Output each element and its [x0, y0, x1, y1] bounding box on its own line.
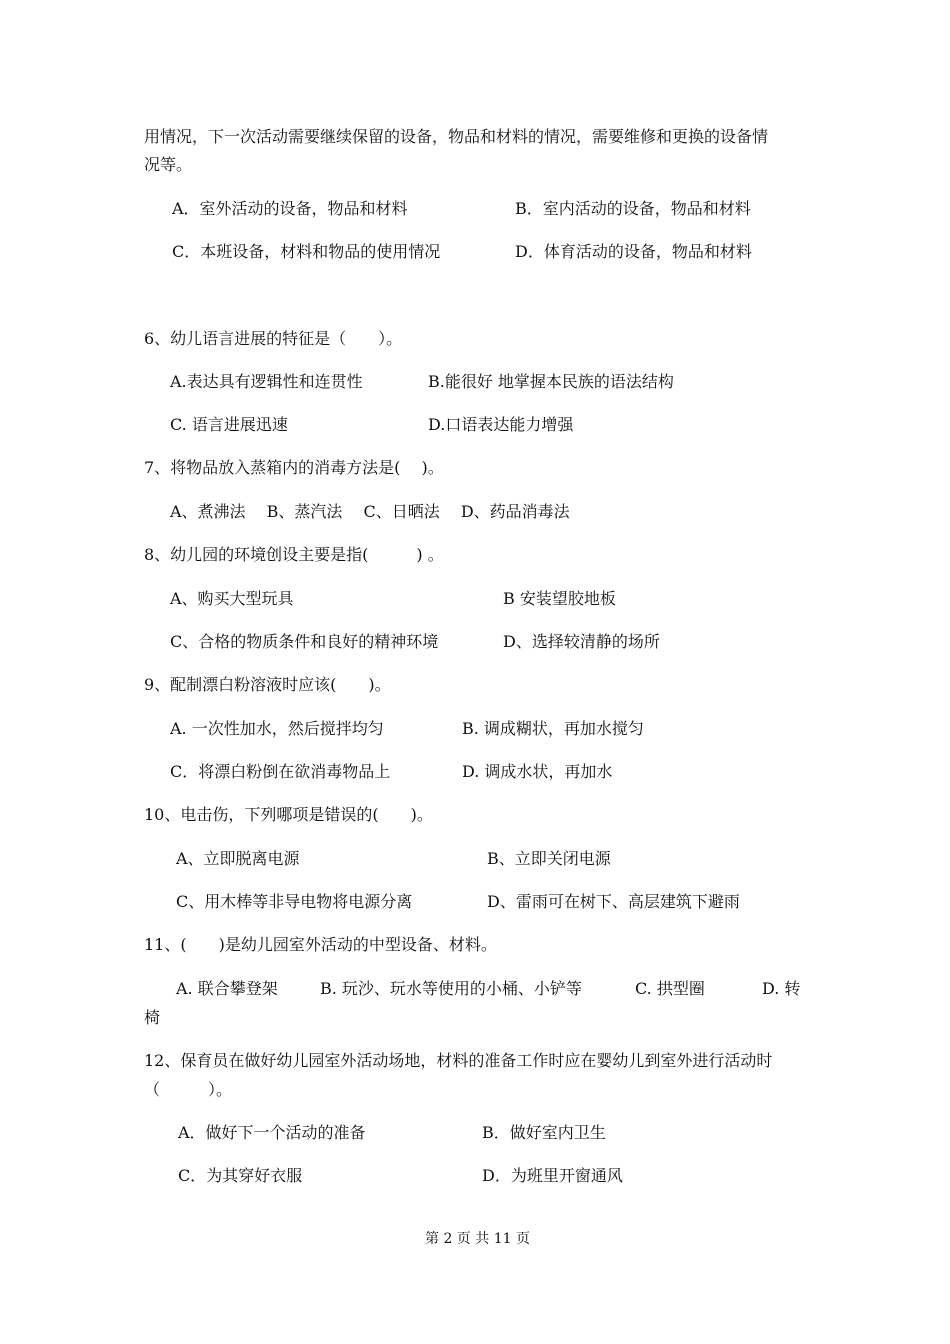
question-8-option-b: B 安装望胶地板: [503, 589, 616, 608]
question-12-option-d: D．为班里开窗通风: [482, 1166, 623, 1185]
question-12-stem-continued: （ ）。: [144, 1080, 233, 1099]
question-10-stem: 10、电击伤，下列哪项是错误的( )。: [144, 805, 433, 824]
question-12-option-a: A．做好下一个活动的准备: [178, 1123, 366, 1142]
question-9-option-d: D. 调成水状，再加水: [462, 762, 613, 781]
question-8-option-a: A、购买大型玩具: [170, 589, 294, 608]
question-6-option-d: D.口语表达能力增强: [428, 415, 574, 434]
question-10-option-b: B、立即关闭电源: [487, 849, 611, 868]
question-10-option-a: A、立即脱离电源: [176, 849, 300, 868]
question-8-option-c: C、合格的物质条件和良好的精神环境: [170, 632, 439, 651]
question-11-stem: 11、( )是幼儿园室外活动的中型设备、材料。: [144, 935, 497, 954]
page-number: 第 2 页 共 11 页: [425, 1231, 530, 1247]
question-12-stem: 12、保育员在做好幼儿园室外活动场地，材料的准备工作时应在婴幼儿到室外进行活动时: [144, 1051, 773, 1070]
question-6-option-a: A.表达具有逻辑性和连贯性: [170, 372, 363, 391]
question-11-option-b: B. 玩沙、玩水等使用的小桶、小铲等: [320, 979, 582, 998]
question-6-stem: 6、幼儿语言进展的特征是（ ）。: [144, 329, 403, 348]
intro-option-a: A．室外活动的设备，物品和材料: [172, 199, 408, 218]
intro-option-c: C．本班设备，材料和物品的使用情况: [172, 242, 441, 261]
question-6-option-c: C. 语言进展迅速: [170, 415, 288, 434]
question-11-option-c: C. 拱型圈: [635, 979, 705, 998]
question-9-option-b: B. 调成糊状，再加水搅匀: [462, 719, 644, 738]
question-9-option-c: C．将漂白粉倒在欲消毒物品上: [170, 762, 391, 781]
intro-line-2: 况等。: [144, 155, 193, 174]
question-8-option-d: D、选择较清静的场所: [503, 632, 660, 651]
question-7-stem: 7、将物品放入蒸箱内的消毒方法是( )。: [144, 458, 444, 477]
question-8-stem: 8、幼儿园的环境创设主要是指( ) 。: [144, 545, 444, 564]
intro-line-1: 用情况，下一次活动需要继续保留的设备，物品和材料的情况，需要维修和更换的设备情: [144, 127, 769, 146]
intro-option-b: B．室内活动的设备，物品和材料: [515, 199, 751, 218]
question-9-stem: 9、配制漂白粉溶液时应该( )。: [144, 675, 391, 694]
question-9-option-a: A. 一次性加水，然后搅拌均匀: [170, 719, 384, 738]
question-12-option-c: C．为其穿好衣服: [178, 1166, 303, 1185]
question-11-option-d-continued: 椅: [144, 1008, 161, 1027]
question-7-options: A、煮沸法 B、蒸汽法 C、日晒法 D、药品消毒法: [170, 502, 570, 521]
question-10-option-c: C、用木棒等非导电物将电源分离: [176, 892, 413, 911]
intro-option-d: D．体育活动的设备，物品和材料: [515, 242, 752, 261]
question-6-option-b: B.能很好 地掌握本民族的语法结构: [428, 372, 674, 391]
question-11-option-d: D. 转: [762, 979, 801, 998]
question-10-option-d: D、雷雨可在树下、高层建筑下避雨: [487, 892, 740, 911]
question-11-option-a: A. 联合攀登架: [176, 979, 278, 998]
question-12-option-b: B．做好室内卫生: [482, 1123, 606, 1142]
